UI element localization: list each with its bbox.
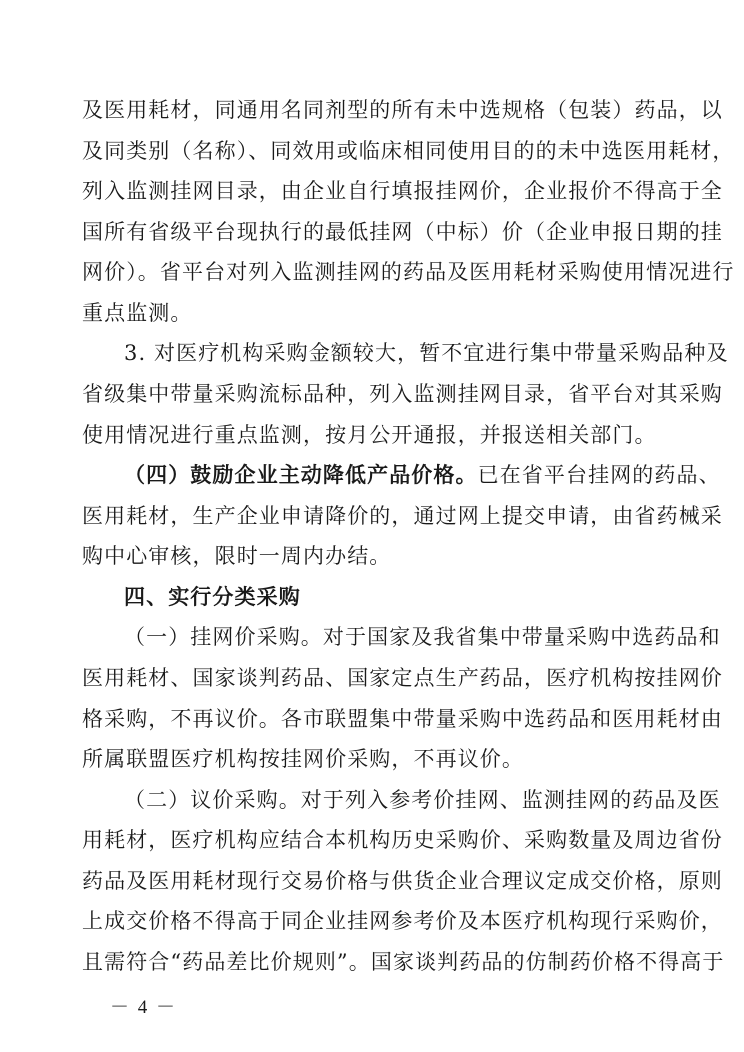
text-line: 医用耗材，生产企业申请降价的，通过网上提交申请，由省药械采: [82, 504, 723, 528]
paragraph-heading: （四）鼓励企业主动降低产品价格。: [124, 463, 478, 487]
text-line: 3. 对医疗机构采购金额较大，暂不宜进行集中带量采购品种及: [124, 341, 729, 365]
text-line: 用耗材，医疗机构应结合本机构历史采购价、采购数量及周边省份: [82, 828, 723, 852]
text-line: 使用情况进行重点监测，按月公开通报，并报送相关部门。: [82, 423, 657, 447]
text-run: 已在省平台挂网的药品、: [477, 463, 721, 487]
text-line: （二）议价采购。对于列入参考价挂网、监测挂网的药品及医: [124, 788, 721, 812]
text-line: 格采购，不再议价。各市联盟集中带量采购中选药品和医用耗材由: [82, 707, 723, 731]
text-line: 药品及医用耗材现行交易价格与供货企业合理议定成交价格，原则: [82, 869, 723, 893]
section-title: 四、实行分类采购: [124, 585, 301, 609]
text-line: 所属联盟医疗机构按挂网价采购，不再议价。: [82, 747, 524, 771]
text-line: 医用耗材、国家谈判药品、国家定点生产药品，医疗机构按挂网价: [82, 666, 723, 690]
text-line: 列入监测挂网目录，由企业自行填报挂网价，企业报价不得高于全: [82, 179, 723, 203]
text-line: 购中心审核，限时一周内办结。: [82, 544, 392, 568]
page-number: － 4 －: [110, 997, 178, 1018]
text-line: （一）挂网价采购。对于国家及我省集中带量采购中选药品和: [124, 625, 721, 649]
text-line: 及同类别（名称）、同效用或临床相同使用目的的未中选医用耗材，: [82, 139, 735, 163]
text-line: 且需符合“药品差比价规则”。国家谈判药品的仿制药价格不得高于: [82, 950, 725, 974]
text-line: 及医用耗材，同通用名同剂型的所有未中选规格（包装）药品，以: [82, 98, 723, 122]
text-line: 网价）。省平台对列入监测挂网的药品及医用耗材采购使用情况进行: [82, 260, 735, 284]
text-line: 省级集中带量采购流标品种，列入监测挂网目录，省平台对其采购: [82, 382, 723, 406]
text-line: 国所有省级平台现执行的最低挂网（中标）价（企业申报日期的挂: [82, 220, 723, 244]
text-line: 上成交价格不得高于同企业挂网参考价及本医疗机构现行采购价，: [82, 909, 723, 933]
text-line: [124, 463, 721, 487]
text-line: 重点监测。: [82, 301, 193, 325]
